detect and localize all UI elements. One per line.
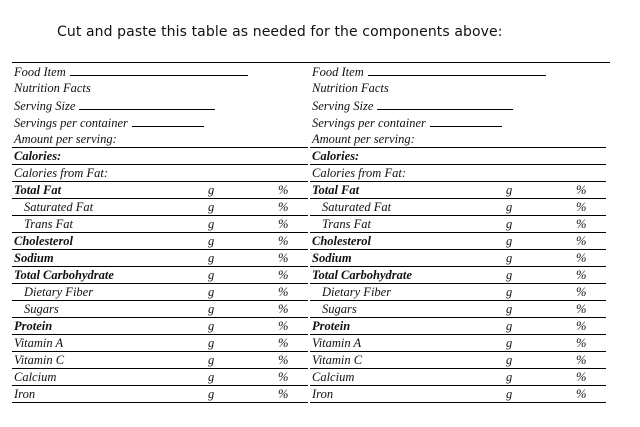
percent-unit: % [576,250,587,265]
gram-unit: g [208,335,215,350]
nutrient-row [310,165,606,182]
nutrient-label: Calcium [312,369,355,384]
header-row-nutrition-facts [310,80,606,97]
nutrient-label: Dietary Fiber [24,284,94,299]
nutrient-label: Amount per serving: [312,131,415,146]
instruction-heading: Cut and paste this table as needed for the components above: [57,24,503,40]
nutrient-row [12,250,308,267]
percent-unit: % [278,352,289,367]
gram-unit: g [506,369,513,384]
nutrient-row [12,233,308,250]
gram-unit: g [208,199,215,214]
percent-unit: % [576,199,587,214]
nutrient-label: Cholesterol [14,233,74,248]
gram-unit: g [208,301,215,316]
header-row-servings-per-container [310,114,606,131]
gram-unit: g [208,386,215,401]
percent-unit: % [576,318,587,333]
percent-unit: % [576,182,587,197]
nutrient-row [310,250,606,267]
percent-unit: % [278,369,289,384]
nutrient-label: Calories from Fat: [312,165,406,180]
nutrient-row [310,267,606,284]
percent-unit: % [278,216,289,231]
nutrient-row [310,369,606,386]
nutrient-label: Trans Fat [322,216,371,231]
gram-unit: g [208,352,215,367]
nutrient-row [310,386,606,403]
percent-unit: % [576,267,587,282]
gram-unit: g [208,284,215,299]
gram-unit: g [506,352,513,367]
header-label: Servings per container [14,115,128,130]
nutrient-label: Vitamin C [14,352,65,367]
nutrient-row [310,301,606,318]
nutrient-row [310,352,606,369]
header-label: Nutrition Facts [312,80,389,95]
percent-unit: % [576,284,587,299]
gram-unit: g [208,318,215,333]
gram-unit: g [506,318,513,333]
nutrient-label: Vitamin A [14,335,64,350]
percent-unit: % [278,386,289,401]
nutrient-row [12,148,308,165]
nutrient-row [12,318,308,335]
nutrient-label: Total Carbohydrate [312,267,412,282]
nutrient-label: Vitamin C [312,352,363,367]
header-label: Serving Size [312,98,374,113]
nutrient-label: Saturated Fat [322,199,392,214]
header-row-servings-per-container [12,114,308,131]
nutrient-row [310,335,606,352]
gram-unit: g [208,250,215,265]
percent-unit: % [278,267,289,282]
nutrient-row [12,386,308,403]
nutrient-row [12,182,308,199]
nutrient-label: Calories: [14,148,62,163]
header-row-food-item [12,63,308,80]
gram-unit: g [208,267,215,282]
header-label: Food Item [14,65,66,79]
gram-unit: g [506,267,513,282]
nutrient-row [12,369,308,386]
nutrient-row [12,301,308,318]
nutrient-row [310,216,606,233]
nutrient-label: Sodium [312,250,352,265]
nutrient-row [12,267,308,284]
percent-unit: % [278,233,289,248]
nutrient-row [12,199,308,216]
fill-in-blank[interactable] [368,63,546,76]
header-row-serving-size [12,97,308,114]
percent-unit: % [278,182,289,197]
nutrient-label: Calories from Fat: [14,165,108,180]
nutrient-label: Vitamin A [312,335,362,350]
percent-unit: % [278,199,289,214]
nutrient-label: Protein [14,318,53,333]
gram-unit: g [506,386,513,401]
percent-unit: % [576,335,587,350]
percent-unit: % [576,352,587,367]
percent-unit: % [278,318,289,333]
gram-unit: g [208,182,215,197]
fill-in-blank[interactable] [377,97,513,110]
header-label: Food Item [312,65,364,79]
gram-unit: g [208,369,215,384]
nutrient-label: Sugars [322,301,357,316]
header-label: Nutrition Facts [14,80,91,95]
gram-unit: g [506,250,513,265]
nutrition-panel-left [12,63,308,403]
nutrition-tables [12,62,610,403]
header-row-food-item [310,63,606,80]
fill-in-blank[interactable] [430,114,502,127]
nutrient-label: Total Fat [14,182,62,197]
percent-unit: % [278,284,289,299]
header-row-serving-size [310,97,606,114]
nutrient-row [310,318,606,335]
nutrient-row [310,131,606,148]
nutrient-row [12,131,308,148]
gram-unit: g [506,216,513,231]
nutrient-label: Iron [14,386,36,401]
nutrient-label: Calories: [312,148,360,163]
nutrient-row [310,199,606,216]
nutrient-label: Sugars [24,301,59,316]
percent-unit: % [576,301,587,316]
percent-unit: % [278,335,289,350]
gram-unit: g [506,301,513,316]
header-row-nutrition-facts [12,80,308,97]
nutrient-row [12,216,308,233]
percent-unit: % [278,301,289,316]
gram-unit: g [208,233,215,248]
nutrient-label: Iron [312,386,334,401]
nutrient-row [12,165,308,182]
percent-unit: % [576,233,587,248]
nutrient-label: Calcium [14,369,57,384]
percent-unit: % [576,386,587,401]
nutrient-label: Dietary Fiber [322,284,392,299]
gram-unit: g [506,233,513,248]
nutrient-row [310,284,606,301]
nutrient-label: Amount per serving: [14,131,117,146]
nutrient-label: Cholesterol [312,233,372,248]
nutrient-row [12,352,308,369]
header-label: Serving Size [14,98,76,113]
fill-in-blank[interactable] [79,97,215,110]
gram-unit: g [506,199,513,214]
percent-unit: % [278,250,289,265]
nutrient-row [310,233,606,250]
nutrient-label: Trans Fat [24,216,73,231]
nutrient-row [310,182,606,199]
nutrient-row [12,335,308,352]
fill-in-blank[interactable] [132,114,204,127]
nutrient-row [310,148,606,165]
gram-unit: g [506,182,513,197]
fill-in-blank[interactable] [70,63,248,76]
percent-unit: % [576,216,587,231]
percent-unit: % [576,369,587,384]
nutrition-panel-right [310,63,606,403]
nutrient-label: Sodium [14,250,54,265]
nutrient-label: Total Carbohydrate [14,267,114,282]
header-label: Servings per container [312,115,426,130]
gram-unit: g [506,284,513,299]
nutrient-label: Saturated Fat [24,199,94,214]
nutrient-row [12,284,308,301]
nutrient-label: Protein [312,318,351,333]
gram-unit: g [506,335,513,350]
gram-unit: g [208,216,215,231]
nutrient-label: Total Fat [312,182,360,197]
